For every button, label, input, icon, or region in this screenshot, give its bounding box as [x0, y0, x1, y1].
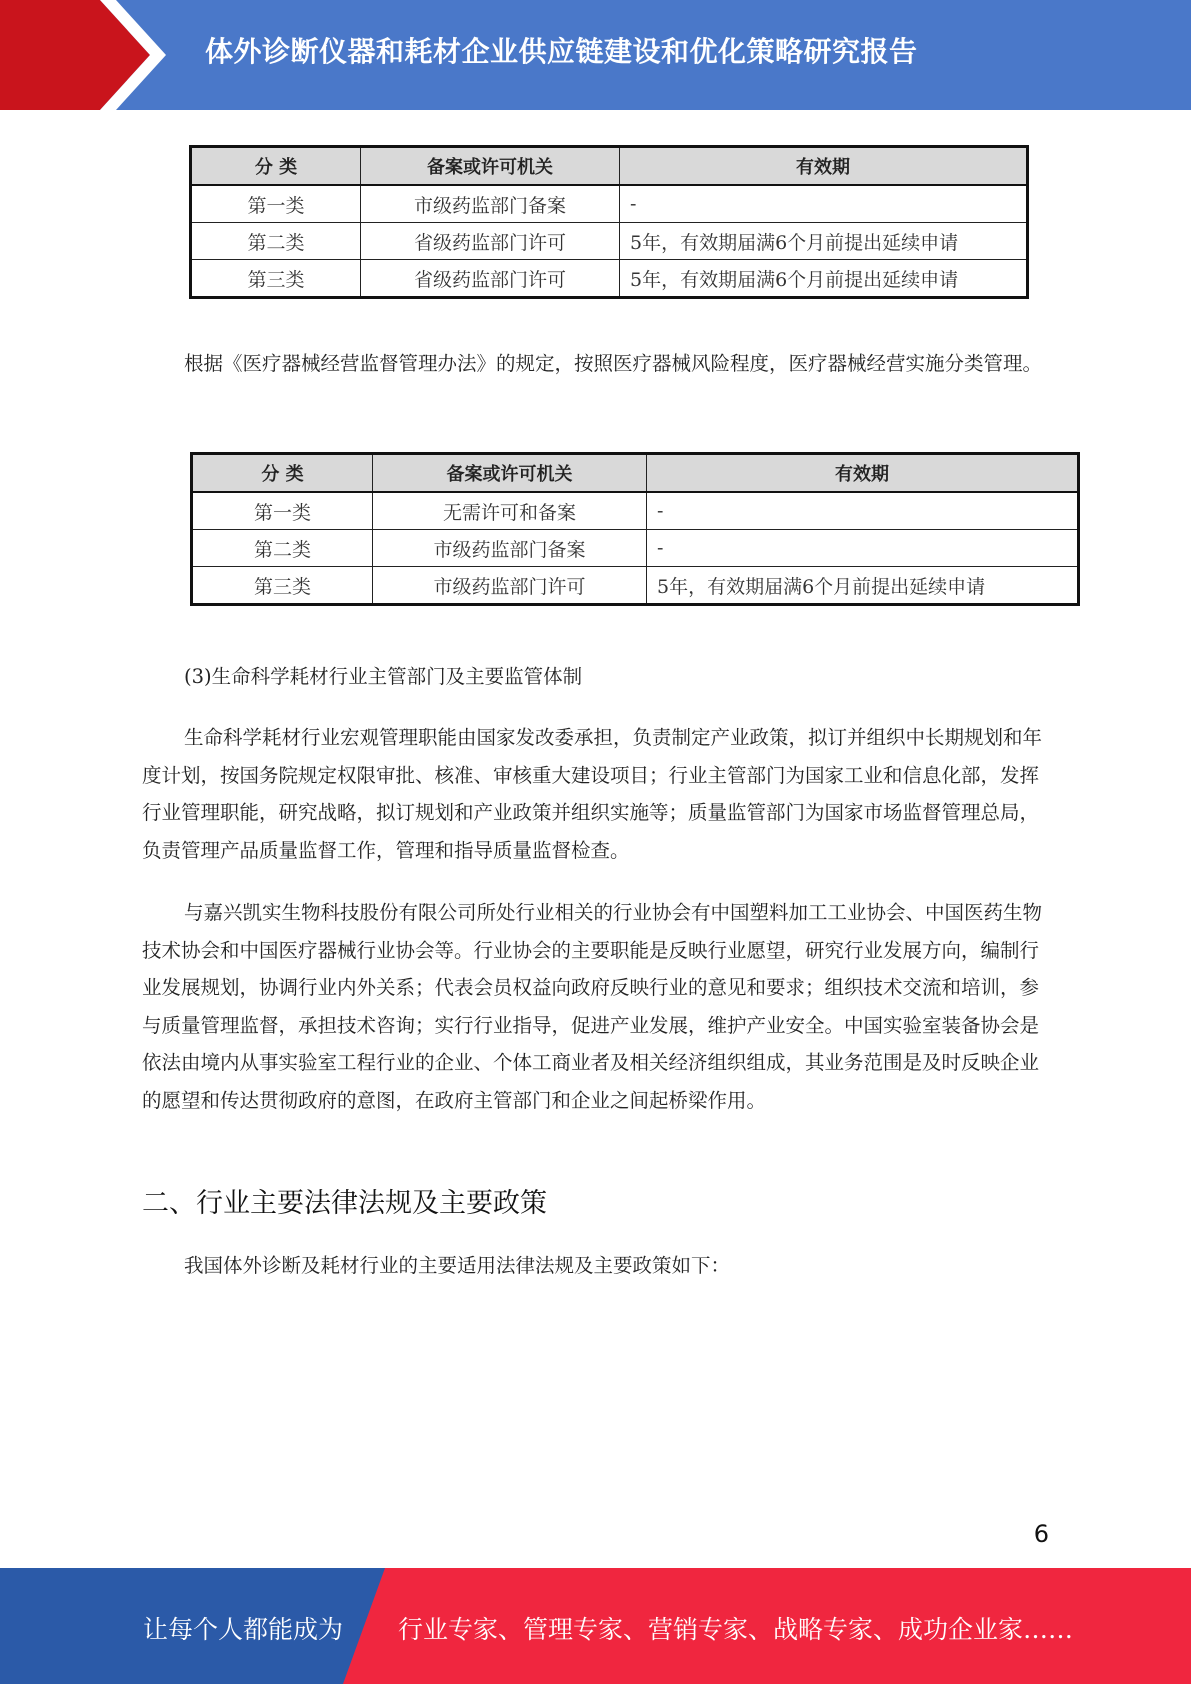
column-header-category: 分 类 — [192, 454, 373, 493]
table-row — [191, 223, 1028, 260]
section-heading: 二、行业主要法律法规及主要政策 — [142, 1188, 547, 1219]
table-cell-category: 第一类 — [191, 185, 361, 223]
page-footer — [0, 1568, 1191, 1684]
table-cell-authority: 省级药监部门许可 — [361, 223, 620, 260]
column-header-authority: 备案或许可机关 — [361, 147, 620, 186]
table-cell-category: 第三类 — [191, 260, 361, 298]
paragraph-regulatory-system: 生命科学耗材行业宏观管理职能由国家发改委承担，负责制定产业政策，拟订并组织中长期规划和年度计划，按国务院规定权限审批、核准、审核重大建设项目；行业主管部门为国家工业和信息化部，发挥行业管理职能，研究战略，拟订规划和产业政策并组织实施等；质量监管部门为国家市场监督管理总局，负责管理产品质量监督工作，管理和指导质量监督检查。 — [142, 726, 1043, 862]
table-cell-authority: 无需许可和备案 — [373, 492, 647, 530]
table-header-row — [192, 454, 1079, 493]
table-cell-authority: 市级药监部门备案 — [361, 185, 620, 223]
column-header-category: 分 类 — [191, 147, 361, 186]
page-header — [0, 0, 1191, 110]
footer-slogan-left: 让每个人都能成为 — [143, 1615, 344, 1644]
table-cell-validity: - — [647, 492, 1079, 530]
table-cell-authority: 市级药监部门备案 — [373, 530, 647, 567]
table-row — [191, 185, 1028, 223]
column-header-validity: 有效期 — [620, 147, 1028, 186]
table-registration-authority — [189, 145, 1029, 299]
table-cell-validity: 5年，有效期届满6个月前提出延续申请 — [647, 567, 1079, 605]
header-title: 体外诊断仪器和耗材企业供应链建设和优化策略研究报告 — [205, 35, 918, 68]
footer-slogan-right: 行业专家、管理专家、营销专家、战略专家、成功企业家…… — [398, 1615, 1074, 1644]
table-row — [192, 492, 1079, 530]
column-header-authority: 备案或许可机关 — [373, 454, 647, 493]
table-business-authority — [190, 452, 1080, 606]
table-cell-validity: 5年，有效期届满6个月前提出延续申请 — [620, 223, 1028, 260]
table-cell-authority: 省级药监部门许可 — [361, 260, 620, 298]
subheading-life-science: (3)生命科学耗材行业主管部门及主要监管体制 — [184, 665, 583, 688]
column-header-validity: 有效期 — [647, 454, 1079, 493]
table-row — [192, 567, 1079, 605]
table-cell-validity: - — [620, 185, 1028, 223]
table-row — [191, 260, 1028, 298]
table-cell-category: 第三类 — [192, 567, 373, 605]
table-cell-category: 第二类 — [192, 530, 373, 567]
paragraph-laws-intro: 我国体外诊断及耗材行业的主要适用法律法规及主要政策如下： — [184, 1254, 731, 1277]
table-row — [192, 530, 1079, 567]
table-cell-category: 第一类 — [192, 492, 373, 530]
page-number: 6 — [1033, 1520, 1049, 1548]
table-cell-validity: 5年，有效期届满6个月前提出延续申请 — [620, 260, 1028, 298]
table-cell-category: 第二类 — [191, 223, 361, 260]
paragraph-industry-associations: 与嘉兴凯实生物科技股份有限公司所处行业相关的行业协会有中国塑料加工工业协会、中国医药生物技术协会和中国医疗器械行业协会等。行业协会的主要职能是反映行业愿望，研究行业发展方向，编制行业发展规划，协调行业内外关系；代表会员权益向政府反映行业的意见和要求；组织技术交流和培训，参与质量管理监督，承担技术咨询；实行行业指导，促进产业发展，维护产业安全。中国实验室装备协会是依法由境内从事实验室工程行业的企业、个体工商业者及相关经济组织组成，其业务范围是及时反映企业的愿望和传达贯彻政府的意图，在政府主管部门和企业之间起桥梁作用。 — [142, 901, 1043, 1112]
table-cell-authority: 市级药监部门许可 — [373, 567, 647, 605]
paragraph-business-classification: 根据《医疗器械经营监督管理办法》的规定，按照医疗器械风险程度，医疗器械经营实施分类管理。 — [184, 352, 1043, 375]
table-cell-validity: - — [647, 530, 1079, 567]
table-header-row — [191, 147, 1028, 186]
